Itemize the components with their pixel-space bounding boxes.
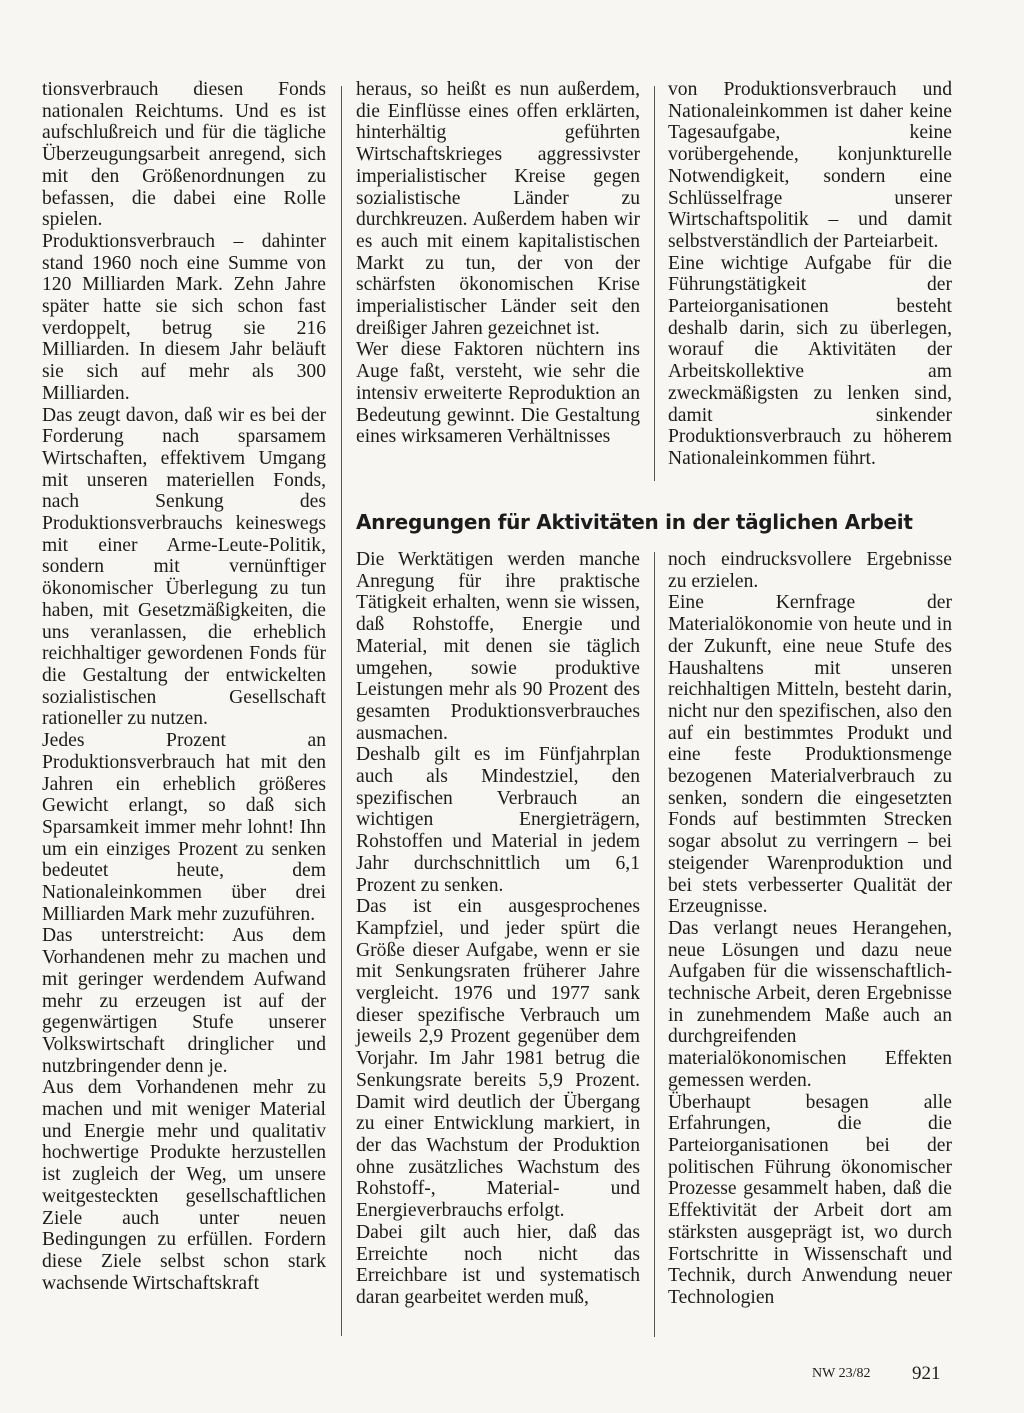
paragraph: von Produktionsverbrauch und Nationaleinkommen ist daher keine Tagesaufgabe, keine vorübergehende, konjunkturelle Notwendigkeit, sondern eine Schlüsselfrage unserer Wirtschaftspolitik – und damit selbstverständlich der Parteiarbeit. xyxy=(668,79,952,252)
paragraph: Das zeugt davon, daß wir es bei der Forderung nach sparsamem Wirtschaften, effektivem Umgang mit unseren materiellen Fonds, nach Senkung des Produktionsverbrauchs keineswegs mit einer Arme-Leute-Politik, sondern mit vernünftiger ökonomischer Überlegung zu tun haben, mit Gesetzmäßigkeiten, die uns veranlassen, die erheblich reichhaltiger gewordenen Fonds für die Gestaltung der entwickelten sozialistischen Gesellschaft rationeller zu nutzen. xyxy=(42,404,326,730)
paragraph: Eine wichtige Aufgabe für die Führungstätigkeit der Parteiorganisationen besteht deshalb darin, sich zu überlegen, worauf die Aktivitäten der Arbeitskollektive am zweckmäßigsten zu lenken sind, damit sinkender Produktionsverbrauch zu höherem Nationaleinkommen führt. xyxy=(668,252,952,469)
section-headline: Anregungen für Aktivitäten in der täglichen Arbeit xyxy=(356,510,913,534)
paragraph: Dabei gilt auch hier, daß das Erreichte noch nicht das Erreichbare ist und systematisch daran gearbeitet werden muß, xyxy=(356,1221,640,1308)
paragraph: Deshalb gilt es im Fünfjahrplan auch als Mindestziel, den spezifischen Verbrauch an wichtigen Energieträgern, Rohstoffen und Material in jedem Jahr durchschnittlich um 6,1 Prozent zu senken. xyxy=(356,744,640,896)
page-number: 921 xyxy=(912,1363,941,1384)
column-divider xyxy=(341,86,342,1336)
paragraph: Überhaupt besagen alle Erfahrungen, die die Parteiorganisationen bei der politischen Führung ökonomischer Prozesse gesammelt haben, daß die Effektivität der Arbeit dort am stärksten ausgeprägt ist, wo durch Fortschritte in Wissenschaft und Technik, durch Anwendung neuer Technologien xyxy=(668,1091,952,1308)
column-1 xyxy=(42,79,326,1294)
paragraph: Das verlangt neues Herangehen, neue Lösungen und dazu neue Aufgaben für die wissenschaftlich-technische Arbeit, deren Ergebnisse in zunehmendem Maße auch an durchgreifenden materialökonomischen Effekten gemessen werden. xyxy=(668,917,952,1091)
paragraph: Aus dem Vorhandenen mehr zu machen und mit weniger Material und Energie mehr und qualitativ hochwertige Produkte herzustellen ist zugleich der Weg, um unsere weitgesteckten gesellschaftlichen Ziele auch unter neuen Bedingungen zu erfüllen. Fordern diese Ziele selbst schon stark wachsende Wirtschaftskraft xyxy=(42,1077,326,1294)
column-2 xyxy=(356,79,640,448)
column-divider xyxy=(654,86,655,481)
paragraph: Jedes Prozent an Produktionsverbrauch hat mit den Jahren ein erheblich größeres Gewicht erlangt, so daß sich Sparsamkeit immer mehr lohnt! Ihn um ein einziges Prozent zu senken bedeutet heute, dem Nationaleinkommen über drei Milliarden Mark mehr zuzuführen. xyxy=(42,730,326,925)
paragraph: Wer diese Faktoren nüchtern ins Auge faßt, versteht, wie sehr die intensiv erweiterte Reproduktion an Bedeutung gewinnt. Die Gestaltung eines wirksameren Verhältnisses xyxy=(356,339,640,448)
paragraph: Das unterstreicht: Aus dem Vorhandenen mehr zu machen und mit geringer werdendem Aufwand mehr zu erzeugen ist auf der gegenwärtigen Stufe unserer Volkswirtschaft dringlicher und nutzbringender denn je. xyxy=(42,925,326,1077)
column-divider xyxy=(654,552,655,1337)
column-3 xyxy=(668,79,952,470)
paragraph: noch eindrucksvollere Ergebnisse zu erzielen. xyxy=(668,549,952,592)
paragraph: Produktionsverbrauch – dahinter stand 1960 noch eine Summe von 120 Milliarden Mark. Zehn Jahre später hatte sie sich schon fast verdoppelt, betrug sie 216 Milliarden. In diesem Jahr beläuft sie sich auf mehr als 300 Milliarden. xyxy=(42,230,326,404)
paragraph: Die Werktätigen werden manche Anregung für ihre praktische Tätigkeit erhalten, wenn sie wissen, daß Rohstoffe, Energie und Material, mit denen sie täglich umgehen, sowie produktive Leistungen mehr als 90 Prozent des gesamten Produktionsverbrauches ausmachen. xyxy=(356,549,640,744)
column-4 xyxy=(356,549,640,1309)
issue-code: NW 23/82 xyxy=(812,1366,871,1381)
paragraph: Eine Kernfrage der Materialökonomie von heute und in der Zukunft, eine neue Stufe des Haushaltens mit unseren reichhaltigen Mitteln, besteht darin, nicht nur den spezifischen, also den auf ein bestimmtes Produkt und eine feste Produktionsmenge bezogenen Materialverbrauch zu senken, sondern die eingesetzten Fonds auf bestimmten Strecken sogar absolut zu verringern – bei steigender Warenproduktion und bei stets verbesserter Qualität der Erzeugnisse. xyxy=(668,592,952,918)
paragraph: heraus, so heißt es nun außerdem, die Einflüsse eines offen erklärten, hinterhältig geführten Wirtschaftskrieges aggressivster imperialistischer Kreise gegen sozialistische Länder zu durchkreuzen. Außerdem haben wir es auch mit einem kapitalistischen Markt zu tun, der von der schärfsten ökonomischen Krise imperialistischer Länder seit den dreißiger Jahren gezeichnet ist. xyxy=(356,79,640,339)
column-5 xyxy=(668,549,952,1309)
paragraph: tionsverbrauch diesen Fonds nationalen Reichtums. Und es ist aufschlußreich und für die tägliche Überzeugungsarbeit anregend, sich mit den Größenordnungen zu befassen, die dabei eine Rolle spielen. xyxy=(42,79,326,231)
paragraph: Das ist ein ausgesprochenes Kampfziel, und jeder spürt die Größe dieser Aufgabe, wenn er sie mit Senkungsraten früherer Jahre vergleicht. 1976 und 1977 sank dieser spezifische Verbrauch um jeweils 2,9 Prozent gegenüber dem Vorjahr. Im Jahr 1981 betrug die Senkungsrate bereits 5,9 Prozent. Damit wird deutlich der Übergang zu einer Entwicklung markiert, in der das Wachstum der Produktion ohne zusätzliches Wachstum des Rohstoff-, Material- und Energieverbrauchs erfolgt. xyxy=(356,896,640,1222)
